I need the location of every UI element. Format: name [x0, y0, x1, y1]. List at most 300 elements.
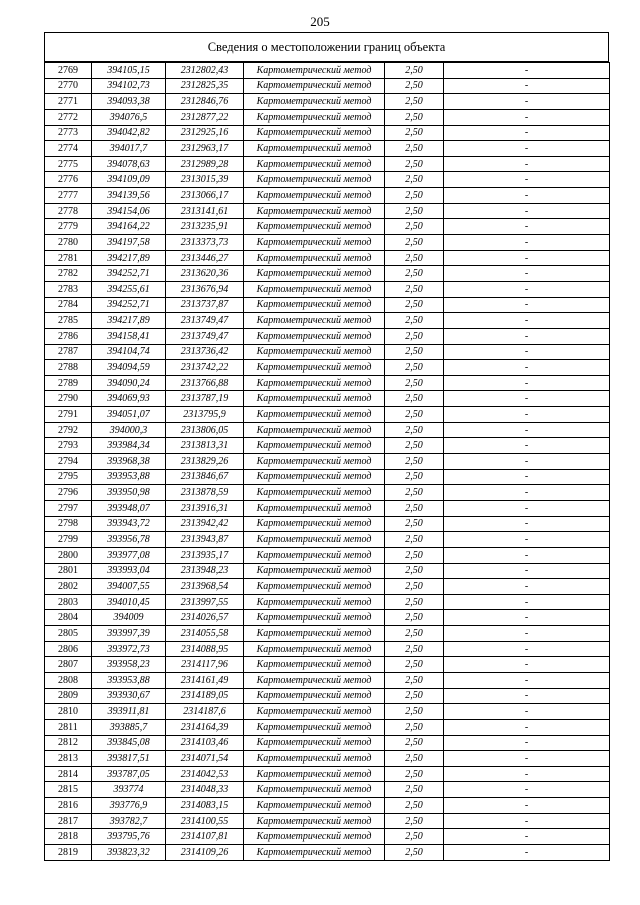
x-coordinate-cell: 394139,56	[92, 188, 166, 204]
accuracy-cell: 2,50	[385, 203, 444, 219]
description-cell: -	[444, 141, 610, 157]
accuracy-cell: 2,50	[385, 391, 444, 407]
table-row	[45, 751, 610, 767]
method-cell: Картометрический метод	[244, 845, 385, 861]
x-coordinate-cell: 394017,7	[92, 141, 166, 157]
table-row	[45, 172, 610, 188]
table-row	[45, 438, 610, 454]
accuracy-cell: 2,50	[385, 219, 444, 235]
y-coordinate-cell: 2313766,88	[166, 375, 244, 391]
method-cell: Картометрический метод	[244, 235, 385, 251]
x-coordinate-cell: 394007,55	[92, 579, 166, 595]
accuracy-cell: 2,50	[385, 297, 444, 313]
description-cell: -	[444, 454, 610, 470]
x-coordinate-cell: 393885,7	[92, 719, 166, 735]
x-coordinate-cell: 393950,98	[92, 485, 166, 501]
table-row	[45, 563, 610, 579]
page-number: 205	[310, 14, 330, 29]
description-cell: -	[444, 63, 610, 79]
method-cell: Картометрический метод	[244, 594, 385, 610]
y-coordinate-cell: 2314107,81	[166, 829, 244, 845]
table-row	[45, 156, 610, 172]
table-row	[45, 469, 610, 485]
x-coordinate-cell: 394197,58	[92, 235, 166, 251]
x-coordinate-cell: 393956,78	[92, 532, 166, 548]
y-coordinate-cell: 2313736,42	[166, 344, 244, 360]
point-number-cell: 2782	[45, 266, 92, 282]
accuracy-cell: 2,50	[385, 532, 444, 548]
method-cell: Картометрический метод	[244, 500, 385, 516]
description-cell: -	[444, 672, 610, 688]
x-coordinate-cell: 394076,5	[92, 109, 166, 125]
method-cell: Картометрический метод	[244, 766, 385, 782]
accuracy-cell: 2,50	[385, 719, 444, 735]
accuracy-cell: 2,50	[385, 360, 444, 376]
point-number-cell: 2799	[45, 532, 92, 548]
y-coordinate-cell: 2313935,17	[166, 547, 244, 563]
method-cell: Картометрический метод	[244, 719, 385, 735]
accuracy-cell: 2,50	[385, 516, 444, 532]
y-coordinate-cell: 2312963,17	[166, 141, 244, 157]
table-row	[45, 500, 610, 516]
description-cell: -	[444, 422, 610, 438]
y-coordinate-cell: 2313795,9	[166, 407, 244, 423]
description-cell: -	[444, 579, 610, 595]
accuracy-cell: 2,50	[385, 735, 444, 751]
table-row	[45, 235, 610, 251]
description-cell: -	[444, 626, 610, 642]
x-coordinate-cell: 394093,38	[92, 94, 166, 110]
description-cell: -	[444, 532, 610, 548]
point-number-cell: 2788	[45, 360, 92, 376]
x-coordinate-cell: 394217,89	[92, 250, 166, 266]
point-number-cell: 2797	[45, 500, 92, 516]
description-cell: -	[444, 391, 610, 407]
description-cell: -	[444, 485, 610, 501]
point-number-cell: 2772	[45, 109, 92, 125]
table-row	[45, 94, 610, 110]
accuracy-cell: 2,50	[385, 375, 444, 391]
y-coordinate-cell: 2313446,27	[166, 250, 244, 266]
point-number-cell: 2806	[45, 641, 92, 657]
y-coordinate-cell: 2313066,17	[166, 188, 244, 204]
description-cell: -	[444, 547, 610, 563]
table-row	[45, 360, 610, 376]
point-number-cell: 2812	[45, 735, 92, 751]
point-number-cell: 2794	[45, 454, 92, 470]
point-number-cell: 2786	[45, 328, 92, 344]
method-cell: Картометрический метод	[244, 672, 385, 688]
point-number-cell: 2801	[45, 563, 92, 579]
method-cell: Картометрический метод	[244, 78, 385, 94]
description-cell: -	[444, 798, 610, 814]
y-coordinate-cell: 2314164,39	[166, 719, 244, 735]
y-coordinate-cell: 2313749,47	[166, 328, 244, 344]
x-coordinate-cell: 393972,73	[92, 641, 166, 657]
description-cell: -	[444, 281, 610, 297]
description-cell: -	[444, 375, 610, 391]
x-coordinate-cell: 394009	[92, 610, 166, 626]
description-cell: -	[444, 156, 610, 172]
y-coordinate-cell: 2314117,96	[166, 657, 244, 673]
table-row	[45, 454, 610, 470]
table-row	[45, 344, 610, 360]
accuracy-cell: 2,50	[385, 235, 444, 251]
y-coordinate-cell: 2313235,91	[166, 219, 244, 235]
method-cell: Картометрический метод	[244, 782, 385, 798]
table-row	[45, 594, 610, 610]
accuracy-cell: 2,50	[385, 438, 444, 454]
point-number-cell: 2770	[45, 78, 92, 94]
description-cell: -	[444, 500, 610, 516]
point-number-cell: 2798	[45, 516, 92, 532]
accuracy-cell: 2,50	[385, 547, 444, 563]
method-cell: Картометрический метод	[244, 281, 385, 297]
description-cell: -	[444, 516, 610, 532]
method-cell: Картометрический метод	[244, 829, 385, 845]
description-cell: -	[444, 438, 610, 454]
point-number-cell: 2777	[45, 188, 92, 204]
point-number-cell: 2819	[45, 845, 92, 861]
x-coordinate-cell: 393958,23	[92, 657, 166, 673]
accuracy-cell: 2,50	[385, 156, 444, 172]
description-cell: -	[444, 469, 610, 485]
method-cell: Картометрический метод	[244, 798, 385, 814]
y-coordinate-cell: 2312877,22	[166, 109, 244, 125]
accuracy-cell: 2,50	[385, 626, 444, 642]
table-row	[45, 422, 610, 438]
method-cell: Картометрический метод	[244, 563, 385, 579]
method-cell: Картометрический метод	[244, 297, 385, 313]
point-number-cell: 2792	[45, 422, 92, 438]
accuracy-cell: 2,50	[385, 250, 444, 266]
accuracy-cell: 2,50	[385, 188, 444, 204]
table-row	[45, 328, 610, 344]
method-cell: Картометрический метод	[244, 375, 385, 391]
y-coordinate-cell: 2313829,26	[166, 454, 244, 470]
point-number-cell: 2818	[45, 829, 92, 845]
table-row	[45, 125, 610, 141]
y-coordinate-cell: 2312846,76	[166, 94, 244, 110]
point-number-cell: 2775	[45, 156, 92, 172]
description-cell: -	[444, 563, 610, 579]
x-coordinate-cell: 394105,15	[92, 63, 166, 79]
x-coordinate-cell: 394094,59	[92, 360, 166, 376]
y-coordinate-cell: 2313948,23	[166, 563, 244, 579]
x-coordinate-cell: 394158,41	[92, 328, 166, 344]
point-number-cell: 2785	[45, 313, 92, 329]
point-number-cell: 2778	[45, 203, 92, 219]
y-coordinate-cell: 2314103,46	[166, 735, 244, 751]
x-coordinate-cell: 393993,04	[92, 563, 166, 579]
point-number-cell: 2800	[45, 547, 92, 563]
boundary-table	[44, 62, 610, 861]
y-coordinate-cell: 2314100,55	[166, 813, 244, 829]
accuracy-cell: 2,50	[385, 594, 444, 610]
table-row	[45, 219, 610, 235]
accuracy-cell: 2,50	[385, 313, 444, 329]
x-coordinate-cell: 394078,63	[92, 156, 166, 172]
table-row	[45, 266, 610, 282]
y-coordinate-cell: 2314071,54	[166, 751, 244, 767]
y-coordinate-cell: 2313846,67	[166, 469, 244, 485]
method-cell: Картометрический метод	[244, 516, 385, 532]
accuracy-cell: 2,50	[385, 751, 444, 767]
table-row	[45, 719, 610, 735]
y-coordinate-cell: 2314161,49	[166, 672, 244, 688]
method-cell: Картометрический метод	[244, 454, 385, 470]
point-number-cell: 2802	[45, 579, 92, 595]
accuracy-cell: 2,50	[385, 94, 444, 110]
method-cell: Картометрический метод	[244, 657, 385, 673]
description-cell: -	[444, 407, 610, 423]
table-row	[45, 829, 610, 845]
description-cell: -	[444, 829, 610, 845]
accuracy-cell: 2,50	[385, 641, 444, 657]
y-coordinate-cell: 2313997,55	[166, 594, 244, 610]
description-cell: -	[444, 766, 610, 782]
point-number-cell: 2779	[45, 219, 92, 235]
accuracy-cell: 2,50	[385, 454, 444, 470]
y-coordinate-cell: 2314042,53	[166, 766, 244, 782]
method-cell: Картометрический метод	[244, 188, 385, 204]
method-cell: Картометрический метод	[244, 532, 385, 548]
method-cell: Картометрический метод	[244, 125, 385, 141]
table-row	[45, 610, 610, 626]
x-coordinate-cell: 394042,82	[92, 125, 166, 141]
accuracy-cell: 2,50	[385, 688, 444, 704]
table-row	[45, 688, 610, 704]
method-cell: Картометрический метод	[244, 626, 385, 642]
x-coordinate-cell: 394252,71	[92, 266, 166, 282]
accuracy-cell: 2,50	[385, 500, 444, 516]
y-coordinate-cell: 2314109,26	[166, 845, 244, 861]
method-cell: Картометрический метод	[244, 109, 385, 125]
point-number-cell: 2774	[45, 141, 92, 157]
method-cell: Картометрический метод	[244, 313, 385, 329]
description-cell: -	[444, 719, 610, 735]
point-number-cell: 2804	[45, 610, 92, 626]
method-cell: Картометрический метод	[244, 469, 385, 485]
y-coordinate-cell: 2314055,58	[166, 626, 244, 642]
boundary-table-frame	[44, 32, 609, 861]
y-coordinate-cell: 2313737,87	[166, 297, 244, 313]
description-cell: -	[444, 360, 610, 376]
accuracy-cell: 2,50	[385, 766, 444, 782]
y-coordinate-cell: 2313787,19	[166, 391, 244, 407]
table-row	[45, 813, 610, 829]
table-row	[45, 63, 610, 79]
method-cell: Картометрический метод	[244, 688, 385, 704]
description-cell: -	[444, 688, 610, 704]
y-coordinate-cell: 2313943,87	[166, 532, 244, 548]
method-cell: Картометрический метод	[244, 94, 385, 110]
x-coordinate-cell: 393977,08	[92, 547, 166, 563]
description-cell: -	[444, 125, 610, 141]
table-row	[45, 391, 610, 407]
y-coordinate-cell: 2314187,6	[166, 704, 244, 720]
method-cell: Картометрический метод	[244, 579, 385, 595]
description-cell: -	[444, 344, 610, 360]
table-row	[45, 626, 610, 642]
x-coordinate-cell: 393997,39	[92, 626, 166, 642]
method-cell: Картометрический метод	[244, 172, 385, 188]
y-coordinate-cell: 2314026,57	[166, 610, 244, 626]
table-row	[45, 547, 610, 563]
table-row	[45, 657, 610, 673]
x-coordinate-cell: 394104,74	[92, 344, 166, 360]
description-cell: -	[444, 641, 610, 657]
accuracy-cell: 2,50	[385, 281, 444, 297]
table-row	[45, 375, 610, 391]
point-number-cell: 2814	[45, 766, 92, 782]
point-number-cell: 2787	[45, 344, 92, 360]
y-coordinate-cell: 2313942,42	[166, 516, 244, 532]
table-row	[45, 845, 610, 861]
method-cell: Картометрический метод	[244, 704, 385, 720]
x-coordinate-cell: 393782,7	[92, 813, 166, 829]
point-number-cell: 2803	[45, 594, 92, 610]
x-coordinate-cell: 394217,89	[92, 313, 166, 329]
method-cell: Картометрический метод	[244, 141, 385, 157]
point-number-cell: 2810	[45, 704, 92, 720]
x-coordinate-cell: 393845,08	[92, 735, 166, 751]
table-row	[45, 516, 610, 532]
x-coordinate-cell: 393911,81	[92, 704, 166, 720]
accuracy-cell: 2,50	[385, 344, 444, 360]
y-coordinate-cell: 2314088,95	[166, 641, 244, 657]
accuracy-cell: 2,50	[385, 813, 444, 829]
accuracy-cell: 2,50	[385, 563, 444, 579]
accuracy-cell: 2,50	[385, 407, 444, 423]
x-coordinate-cell: 393774	[92, 782, 166, 798]
table-row	[45, 641, 610, 657]
table-row	[45, 532, 610, 548]
description-cell: -	[444, 782, 610, 798]
description-cell: -	[444, 109, 610, 125]
description-cell: -	[444, 78, 610, 94]
table-body	[45, 63, 610, 861]
point-number-cell: 2805	[45, 626, 92, 642]
accuracy-cell: 2,50	[385, 469, 444, 485]
y-coordinate-cell: 2312989,28	[166, 156, 244, 172]
point-number-cell: 2813	[45, 751, 92, 767]
table-row	[45, 782, 610, 798]
description-cell: -	[444, 845, 610, 861]
accuracy-cell: 2,50	[385, 63, 444, 79]
x-coordinate-cell: 394000,3	[92, 422, 166, 438]
y-coordinate-cell: 2313015,39	[166, 172, 244, 188]
point-number-cell: 2817	[45, 813, 92, 829]
description-cell: -	[444, 250, 610, 266]
description-cell: -	[444, 610, 610, 626]
x-coordinate-cell: 393953,88	[92, 469, 166, 485]
table-row	[45, 798, 610, 814]
point-number-cell: 2796	[45, 485, 92, 501]
point-number-cell: 2773	[45, 125, 92, 141]
accuracy-cell: 2,50	[385, 172, 444, 188]
description-cell: -	[444, 313, 610, 329]
y-coordinate-cell: 2313676,94	[166, 281, 244, 297]
method-cell: Картометрический метод	[244, 328, 385, 344]
x-coordinate-cell: 394154,06	[92, 203, 166, 219]
method-cell: Картометрический метод	[244, 641, 385, 657]
x-coordinate-cell: 394010,45	[92, 594, 166, 610]
x-coordinate-cell: 393968,38	[92, 454, 166, 470]
table-row	[45, 109, 610, 125]
point-number-cell: 2781	[45, 250, 92, 266]
table-row	[45, 250, 610, 266]
x-coordinate-cell: 394090,24	[92, 375, 166, 391]
description-cell: -	[444, 266, 610, 282]
x-coordinate-cell: 393776,9	[92, 798, 166, 814]
x-coordinate-cell: 394164,22	[92, 219, 166, 235]
point-number-cell: 2790	[45, 391, 92, 407]
table-row	[45, 281, 610, 297]
accuracy-cell: 2,50	[385, 704, 444, 720]
point-number-cell: 2793	[45, 438, 92, 454]
point-number-cell: 2808	[45, 672, 92, 688]
method-cell: Картометрический метод	[244, 250, 385, 266]
table-header: Сведения о местоположении границ объекта	[44, 32, 609, 62]
x-coordinate-cell: 394252,71	[92, 297, 166, 313]
method-cell: Картометрический метод	[244, 63, 385, 79]
table-row	[45, 313, 610, 329]
x-coordinate-cell: 393984,34	[92, 438, 166, 454]
y-coordinate-cell: 2313968,54	[166, 579, 244, 595]
description-cell: -	[444, 594, 610, 610]
y-coordinate-cell: 2313742,22	[166, 360, 244, 376]
x-coordinate-cell: 394102,73	[92, 78, 166, 94]
description-cell: -	[444, 813, 610, 829]
description-cell: -	[444, 94, 610, 110]
accuracy-cell: 2,50	[385, 657, 444, 673]
accuracy-cell: 2,50	[385, 579, 444, 595]
description-cell: -	[444, 203, 610, 219]
point-number-cell: 2780	[45, 235, 92, 251]
y-coordinate-cell: 2314048,33	[166, 782, 244, 798]
method-cell: Картометрический метод	[244, 813, 385, 829]
method-cell: Картометрический метод	[244, 422, 385, 438]
y-coordinate-cell: 2313878,59	[166, 485, 244, 501]
x-coordinate-cell: 393943,72	[92, 516, 166, 532]
x-coordinate-cell: 394255,61	[92, 281, 166, 297]
y-coordinate-cell: 2312825,35	[166, 78, 244, 94]
method-cell: Картометрический метод	[244, 735, 385, 751]
point-number-cell: 2795	[45, 469, 92, 485]
method-cell: Картометрический метод	[244, 438, 385, 454]
table-row	[45, 579, 610, 595]
point-number-cell: 2791	[45, 407, 92, 423]
y-coordinate-cell: 2313813,31	[166, 438, 244, 454]
method-cell: Картометрический метод	[244, 407, 385, 423]
point-number-cell: 2776	[45, 172, 92, 188]
table-row	[45, 78, 610, 94]
accuracy-cell: 2,50	[385, 422, 444, 438]
accuracy-cell: 2,50	[385, 829, 444, 845]
point-number-cell: 2807	[45, 657, 92, 673]
point-number-cell: 2769	[45, 63, 92, 79]
method-cell: Картометрический метод	[244, 219, 385, 235]
y-coordinate-cell: 2313916,31	[166, 500, 244, 516]
y-coordinate-cell: 2312802,43	[166, 63, 244, 79]
y-coordinate-cell: 2314083,15	[166, 798, 244, 814]
accuracy-cell: 2,50	[385, 672, 444, 688]
method-cell: Картометрический метод	[244, 344, 385, 360]
x-coordinate-cell: 393823,32	[92, 845, 166, 861]
x-coordinate-cell: 393817,51	[92, 751, 166, 767]
x-coordinate-cell: 393930,67	[92, 688, 166, 704]
